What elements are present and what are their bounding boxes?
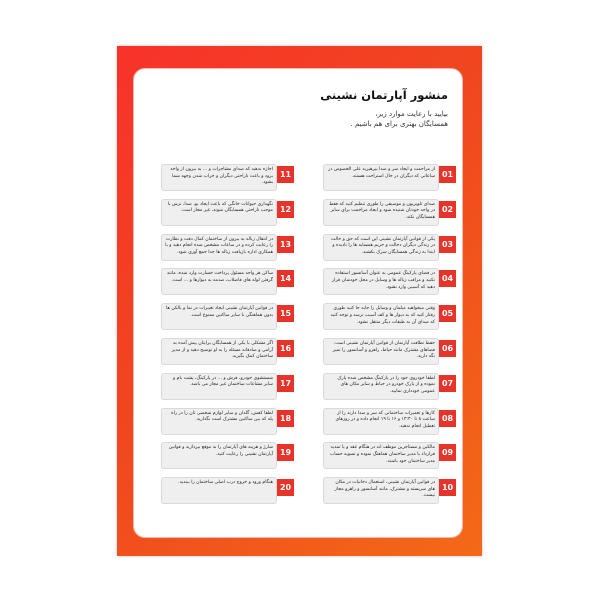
rule-number: 04 — [439, 270, 456, 287]
rule-text: ساکن هر واحد مسئول پرداخت خسارت وارد شده، مانند گرفتن لوله های فاضلاب، صدمه به دیوارها و ... است. — [161, 268, 277, 295]
rule-number: 13 — [277, 236, 294, 253]
rule-text: هنگام ورود و خروج درب اصلی ساختمان را ببندید. — [161, 477, 277, 504]
rule-item — [158, 338, 294, 366]
rule-number: 10 — [439, 479, 456, 496]
rule-text: در فضای پارکینگ عمومی به عنوان آسانسور استفاده نکنید و مراقب زباله ها و وسایل در محل خودشان قرار دهید که آسیبی وارد نشود. — [323, 268, 439, 295]
rule-number: 06 — [439, 340, 456, 357]
rule-number: 12 — [277, 201, 294, 218]
rule-number: 19 — [277, 444, 294, 461]
rule-text: در قوانین آپارتمان نشینی ایجاد تغییرات در نما و بالکن ها بدون هماهنگی با سایر ساکنین ممنوع است. — [161, 303, 277, 330]
subtitle-line-2: همسایگان بهتری برای هم باشیم . — [350, 119, 448, 128]
rule-text: نگهداری حیوانات خانگی که باعث ایجاد بو، صدا، ترس یا موجب ناراحتی همسایگان شوند، غیر مجاز است. — [161, 199, 277, 226]
charter-sheet — [133, 68, 463, 538]
rule-number: 15 — [277, 305, 294, 322]
rule-text: از مزاحمت و ایجاد سر و صدا بپرهیزید علی الخصوص در ساعاتی که دیگران در حال استراحت هستند. — [323, 164, 439, 191]
header — [168, 89, 448, 129]
rules-column-right — [320, 164, 456, 512]
rule-number: 18 — [277, 410, 294, 427]
rules-column-left — [158, 164, 294, 512]
rule-item — [320, 303, 456, 331]
rule-item — [158, 199, 294, 227]
rule-number: 01 — [439, 166, 456, 183]
rule-item — [158, 442, 294, 470]
rule-item — [158, 477, 294, 505]
rule-text: اگر مشکلی با یکی از همسایگان برایتان پیش آمده به آرامی و صادقانه مسئله را به او توضیح دهید و از مدیر ساختمان کمک بگیرید. — [161, 338, 277, 365]
rule-item — [320, 164, 456, 192]
rule-item — [320, 477, 456, 505]
rule-text: شستشوی خودرو، فرش و ... در پارکینگ، پشت بام و سایر مشاعات ساختمان غیر مجاز می باشد. — [161, 373, 277, 400]
rule-item — [320, 442, 456, 470]
rule-number: 02 — [439, 201, 456, 218]
rule-item — [158, 164, 294, 192]
rule-text: در انتقال زباله به بیرون از ساختمان کمال دقت و نظارت را رعایت کرده و در ساعات مشخص شده انجام دهید و با همکاری اداره بازیافت زباله ها جدا جمع آوری شود. — [161, 234, 277, 261]
rule-text: حفظ نظافت آپارتمان از قوانین آپارتمان نشینی است. فضاهای مشترک مانند حیاط، راهرو و آسانسور را تمیز نگه دارید. — [323, 338, 439, 365]
rule-item — [320, 408, 456, 436]
rule-number: 14 — [277, 270, 294, 287]
rule-number: 16 — [277, 340, 294, 357]
rule-number: 20 — [277, 479, 294, 496]
rule-number: 09 — [439, 444, 456, 461]
rule-item — [320, 373, 456, 401]
rule-number: 08 — [439, 410, 456, 427]
rule-item — [158, 373, 294, 401]
rule-text: یکی از قوانین آپارتمان نشینی این است که حق و حالت در زندگی دیگران دخالت و حریم همسایه ها را نادیده و ابتدا به زندگی همسایگان سرک بکشید. — [323, 234, 439, 261]
rule-text: لطفا خودروی خود را در پارکینگ مشخص شده پارک نموده و از پارک خودرو در حیاط و سایر مکان های عمومی خودداری نمایید. — [323, 373, 439, 400]
rule-item — [158, 408, 294, 436]
rule-item — [320, 338, 456, 366]
rule-text: کارها و تعمیرات ساختمانی که سر و صدا دارند را از ساعت ۸ تا ۱۳:۳۰ و ۱۶ تا ۱۹ انجام داده و در روزهای تعطیل انجام ندهید. — [323, 408, 439, 435]
rule-number: 03 — [439, 236, 456, 253]
rule-text: لطفا کفش، گلدان و سایر لوازم شخصی تان را در راه پله که بین ساکنین مشترک است نگذارید. — [161, 408, 277, 435]
rule-text: شارژ و هزینه های آپارتمان را به موقع بپردازید و قوانین آپارتمان نشینی را رعایت کنید. — [161, 442, 277, 469]
rule-text: اجازه ندهید که صدای مشاجرات و ... به بیرون از واحد برود و باعث ناراحتی دیگران و خراب شدن وجهه شما بشود. — [161, 164, 277, 191]
rule-item — [158, 303, 294, 331]
rule-number: 07 — [439, 375, 456, 392]
rule-number: 17 — [277, 375, 294, 392]
rule-item — [320, 234, 456, 262]
rule-text: مالکین و مستاجرین موظف اند در هنگام عقد و یا تمدید قرارداد با مدیر ساختمان هماهنگ نموده و تسویه حساب مدیر ساختمان خود باشند. — [323, 442, 439, 469]
rule-text: وقتی میخواهید مبلمان و وسایل را جابه جا کنید طوری رفتار کنید که به دیوار ها و کف آسیب نرسد و توجه کنید که صدای آن به طبقات دیگر منتقل نشود. — [323, 303, 439, 330]
rule-item — [158, 268, 294, 296]
rule-number: 11 — [277, 166, 294, 183]
subtitle-line-1: بیایید با رعایت موارد زیر، — [375, 109, 448, 118]
rule-text: در قوانین آپارتمان نشینی، استعمال دخانیات در مکان های سربسته و مشترک، مانند آسانسور و راهرو مجاز نیست. — [323, 477, 439, 504]
rule-item — [158, 234, 294, 262]
rule-item — [320, 268, 456, 296]
poster-background — [117, 46, 482, 556]
page-title: منشور آپارتمان نشینی — [320, 88, 448, 102]
rule-number: 05 — [439, 305, 456, 322]
rule-item — [320, 199, 456, 227]
rule-text: صدای تلویزیون و موسیقی را طوری تنظیم کنید که فقط در واحد خودتان شنیده شود و ایجاد مزاحمت برای سایر همسایگان نکند. — [323, 199, 439, 226]
